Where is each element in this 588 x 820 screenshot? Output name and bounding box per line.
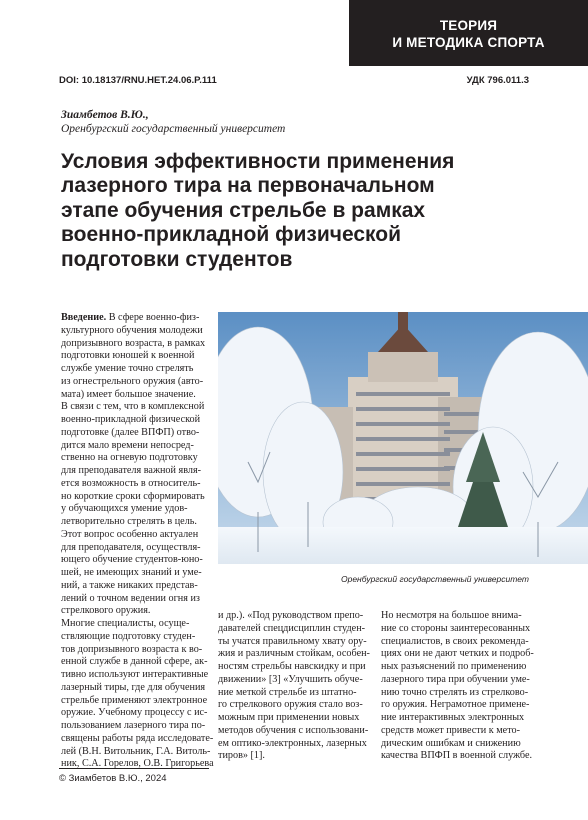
body-line: ется возможность в относитель- [61, 477, 201, 489]
title-line: этапе обучения стрельбе в рамках [61, 198, 426, 222]
body-line: методов обучения с использовани- [218, 724, 369, 736]
body-line: можным при применении новых [218, 712, 360, 723]
snow-ground [218, 527, 588, 564]
body-line: подготовки юношей к военной [61, 350, 195, 362]
title-line: подготовки студентов [61, 247, 293, 271]
photo-illustration [218, 312, 588, 564]
body-line-text: В сфере военно-физ- [106, 312, 200, 323]
body-line: ние меткой стрельбе из штатно- [218, 686, 357, 698]
body-line: тивно используют интерактивные [61, 669, 209, 680]
body-line: шей, не имеющих знаний и уме- [61, 567, 202, 578]
section-rubric-banner [349, 0, 588, 66]
body-line: качества ВПФП в военной службе. [381, 750, 533, 762]
body-line: ных разъяснений по применению [381, 661, 527, 672]
body-line: для преподавателя важной явля- [61, 465, 202, 476]
body-line: но короткие сроки сформировать [61, 490, 205, 502]
body-line: жия и различным стойкам, особен- [218, 648, 370, 660]
body-line: стрельбе применяют электронное [61, 694, 208, 706]
udk-code: УДК 796.011.3 [466, 75, 529, 86]
body-line: допризывного возраста, в рамках [61, 337, 206, 349]
author-affiliation: Оренбургский государственный университет [61, 123, 286, 135]
body-line: ственно на огневую подготовку [61, 452, 198, 464]
photo-caption: Оренбургский государственный университет [340, 574, 529, 584]
body-line: лений о точном ведении огня из [61, 592, 200, 604]
body-line: Но несмотря на большое внима- [381, 610, 522, 621]
body-line: ностям стрельбы навскидку и при [218, 661, 366, 672]
body-line: ний, а также никаких представ- [61, 579, 198, 591]
author-block [61, 108, 285, 136]
intro-lead: Введение. [61, 312, 107, 323]
body-line: В связи с тем, что в комплексной [61, 401, 205, 413]
body-column-2 [218, 610, 368, 763]
body-line: циях они не дают четких и подроб- [381, 648, 534, 660]
body-line: движении» [3] «Улучшить обуче- [218, 673, 363, 685]
title-line: военно-прикладной физической [61, 223, 401, 247]
copyright: © Зиамбетов В.Ю., 2024 [59, 773, 167, 784]
body-line: летворительно стрелять в цель. [61, 516, 197, 527]
body-line: специалистов, в своих рекоменда- [381, 635, 529, 647]
body-column-3 [381, 610, 534, 763]
body-line: ние со стороны заинтересованных [381, 622, 531, 634]
doi: DOI: 10.18137/RNU.HET.24.06.P.111 [59, 75, 217, 86]
university-winter-photo [218, 312, 588, 564]
body-line: и др.). «Под руководством препо- [218, 610, 364, 621]
rubric-line-1: ТЕОРИЯ [439, 18, 498, 33]
body-line: оружие. Учебному процессу с ис- [61, 707, 208, 719]
body-line: службе умение точно стрелять [61, 363, 194, 374]
footnote-divider [59, 768, 209, 769]
body-line: го стрелкового оружия стало воз- [218, 699, 363, 711]
body-line: лазерного тира при обучении уме- [381, 673, 530, 685]
body-line: подготовке (далее ВПФП) отво- [61, 426, 200, 438]
body-line: священы работы ряда исследовате- [61, 732, 214, 744]
body-line: средств может привести к мето- [381, 724, 520, 736]
body-column-1 [61, 312, 214, 771]
body-line: ты учатся правильному хвату ору- [218, 635, 367, 647]
body-line: дится мало времени непосред- [61, 439, 194, 451]
body-line: нию точно стрелять из стрелково- [381, 686, 529, 698]
body-line: го оружия. Неграмотное примене- [381, 699, 530, 711]
body-line: ствляющие подготовку студен- [61, 630, 196, 642]
body-line: тиров» [1]. [218, 750, 265, 762]
body-line: дическим ошибкам и снижению [381, 737, 521, 749]
body-line: для преподавателя, осуществля- [61, 541, 201, 553]
title-line: лазерного тира на первоначальном [61, 174, 435, 198]
body-line [61, 312, 208, 325]
body-line: военно-прикладной физической [61, 414, 201, 425]
author-name: Зиамбетов В.Ю., [61, 109, 149, 121]
body-line: лей (В.Н. Витольник, Г.А. Витоль- [61, 745, 211, 757]
body-line: ем оптико-электронных, лазерных [218, 737, 367, 749]
body-line: мата) имеет большое значение. [61, 388, 196, 400]
body-line: стрелкового оружия. [61, 605, 151, 617]
article-title [61, 150, 541, 272]
body-line: енной службе в данной сфере, ак- [61, 656, 208, 668]
title-line: Условия эффективности применения [61, 150, 455, 173]
body-line: тов допризывного возраста к во- [61, 643, 203, 655]
body-line: пользованием лазерного тира по- [61, 720, 206, 731]
body-line: у обучающихся умение удов- [61, 503, 188, 515]
body-line: культурного обучения молодежи [61, 324, 203, 336]
body-line: Этот вопрос особенно актуален [61, 528, 199, 540]
body-line: давателей спецдисциплин студен- [218, 622, 366, 634]
body-line: Многие специалисты, осуще- [61, 618, 190, 629]
body-line: ние интерактивных электронных [381, 712, 525, 723]
body-line: лазерный тиры, где для обучения [61, 681, 206, 693]
body-line: из огнестрельного оружия (авто- [61, 375, 204, 387]
body-line: ющего обучение студентов-юно- [61, 554, 203, 566]
body-line: ник, С.А. Горелов, О.В. Григорьева [61, 758, 214, 770]
rubric-line-2: И МЕТОДИКА СПОРТА [392, 35, 545, 50]
